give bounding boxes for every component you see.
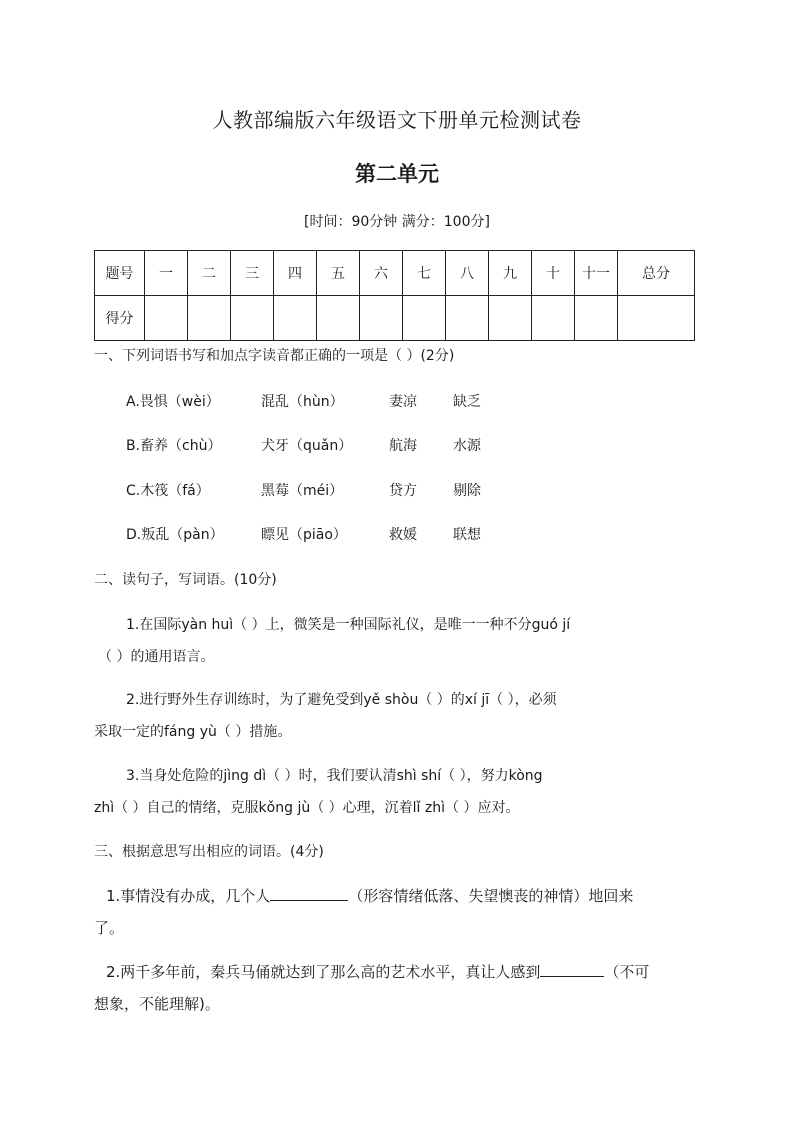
option-text: 缺乏 [453, 394, 481, 410]
option-text: C.木筏（fá） [126, 483, 210, 499]
score-table-score-row [95, 296, 695, 341]
table-cell: 四 [274, 251, 317, 296]
table-cell: 一 [145, 251, 188, 296]
sentence-text: （不可 [604, 963, 650, 981]
q2-sentence-1: 1.在国际yàn huì（ ）上，微笑是一种国际礼仪，是唯一一种不分guó jí [126, 617, 571, 633]
score-cell[interactable] [403, 296, 446, 341]
exam-meta: [时间：90分钟 满分：100分] [304, 214, 490, 230]
table-cell: 七 [403, 251, 446, 296]
q2-sentence-1-cont: （ ）的通用语言。 [98, 649, 215, 665]
option-text: 航海 [389, 438, 417, 454]
unit-title: 第二单元 [355, 162, 439, 186]
sentence-text: 2.两千多年前，秦兵马俑就达到了那么高的艺术水平，真让人感到 [106, 963, 541, 981]
option-text: D.叛乱（pàn） [126, 527, 224, 543]
score-cell[interactable] [274, 296, 317, 341]
table-cell: 六 [360, 251, 403, 296]
answer-blank[interactable] [270, 886, 348, 901]
q3-sentence-2-cont: 想象，不能理解)。 [94, 995, 220, 1013]
table-cell: 九 [489, 251, 532, 296]
score-cell[interactable] [145, 296, 188, 341]
q1-heading: 一、下列词语书写和加点字读音都正确的一项是（ ）(2分) [94, 348, 455, 364]
sentence-text: 1.事情没有办成，几个人 [106, 887, 271, 905]
option-text: 黑莓（méi） [261, 483, 344, 499]
q2-heading: 二、读句子，写词语。(10分) [94, 572, 277, 588]
table-cell: 五 [317, 251, 360, 296]
table-cell: 二 [188, 251, 231, 296]
score-cell[interactable] [532, 296, 575, 341]
score-table [94, 250, 695, 341]
score-cell[interactable] [489, 296, 532, 341]
table-cell: 八 [446, 251, 489, 296]
q3-heading: 三、根据意思写出相应的词语。(4分) [94, 844, 324, 860]
option-text: 瞟见（piāo） [261, 527, 347, 543]
score-cell[interactable] [360, 296, 403, 341]
option-text: 救媛 [389, 527, 417, 543]
q2-sentence-3-cont: zhì（ ）自己的情绪，克服kǒng jù（ ）心理，沉着lǐ zhì（ ）应对。 [94, 800, 520, 816]
q2-sentence-3: 3.当身处危险的jìng dì（ ）时，我们要认清shì shí（ ），努力kòng [126, 768, 543, 784]
score-cell[interactable] [575, 296, 618, 341]
option-text: 贷方 [389, 483, 417, 499]
score-cell[interactable] [317, 296, 360, 341]
option-text: 联想 [453, 527, 481, 543]
answer-blank[interactable] [540, 962, 604, 977]
exam-title: 人教部编版六年级语文下册单元检测试卷 [212, 108, 582, 132]
score-cell[interactable] [188, 296, 231, 341]
option-text: B.畜养（chù） [126, 438, 222, 454]
table-cell: 十 [532, 251, 575, 296]
score-cell[interactable] [618, 296, 695, 341]
score-cell[interactable] [231, 296, 274, 341]
option-text: A.畏惧（wèi） [126, 394, 220, 410]
table-cell: 总分 [618, 251, 695, 296]
option-text: 混乱（hùn） [261, 394, 344, 410]
score-cell[interactable] [446, 296, 489, 341]
score-table-header-row [95, 251, 695, 296]
q3-sentence-1-cont: 了。 [94, 919, 125, 937]
q3-sentence-2 [106, 962, 649, 982]
option-text: 剔除 [453, 483, 481, 499]
option-text: 犬牙（quǎn） [261, 438, 353, 454]
q3-sentence-1 [106, 886, 633, 906]
table-cell: 十一 [575, 251, 618, 296]
option-text: 水源 [453, 438, 481, 454]
table-cell: 三 [231, 251, 274, 296]
q2-sentence-2: 2.进行野外生存训练时，为了避免受到yě shòu（ ）的xí jī（ ），必须 [126, 692, 557, 708]
table-cell: 题号 [95, 251, 145, 296]
table-cell: 得分 [95, 296, 145, 341]
q2-sentence-2-cont: 采取一定的fáng yù（ ）措施。 [94, 724, 292, 740]
sentence-text: （形容情绪低落、失望懊丧的神情）地回来 [348, 887, 634, 905]
option-text: 妻凉 [389, 394, 417, 410]
